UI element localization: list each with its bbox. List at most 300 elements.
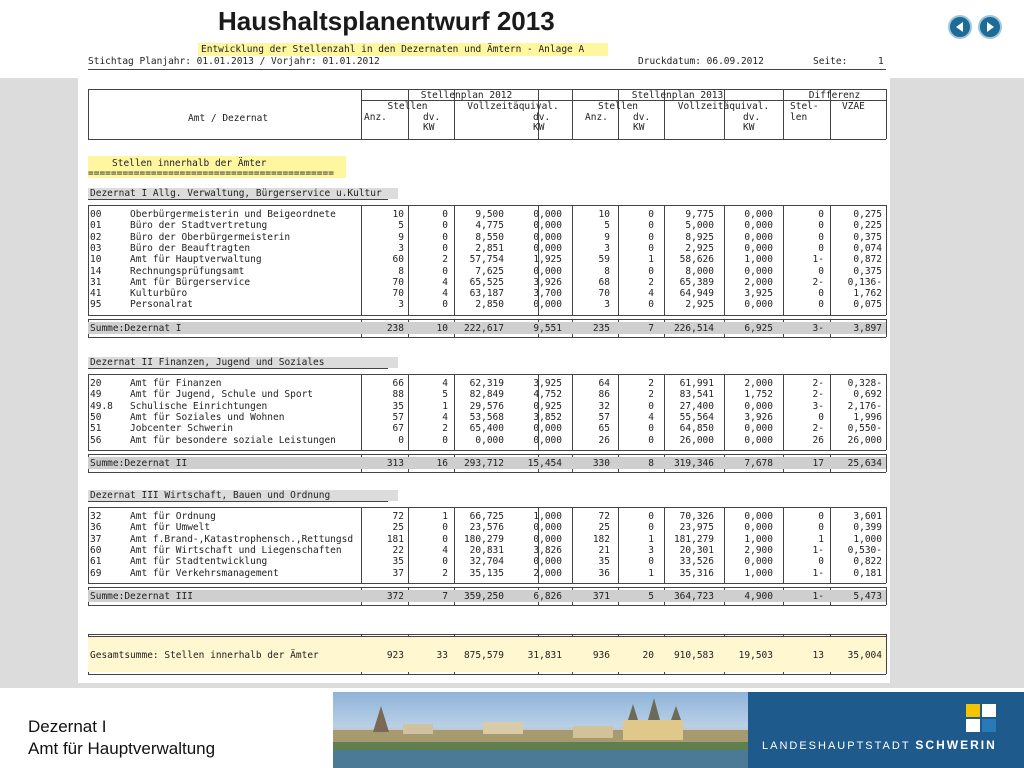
sum-value: 319,346 [673,457,714,469]
row-value: 0,225 [853,220,882,232]
col-header-anz-2013: Anz. [585,112,608,123]
total-value: 923 [386,650,404,661]
sum-value: 8 [648,457,654,469]
row-value: 2,850 [475,299,504,311]
row-value: 2- [812,389,824,401]
page-number: 1 [878,56,884,67]
row-value: 27,400 [679,400,714,412]
row-amt-nr: 01 [90,220,102,232]
row-value: 35,135 [469,567,504,579]
col-header-stel: Stel- [790,101,819,112]
row-amt-nr: 41 [90,288,102,300]
row-value: 2- [812,276,824,288]
row-value: 36 [598,567,610,579]
column-header-box-left [88,89,89,139]
sum-value: 235 [592,322,610,334]
row-amt-nr: 02 [90,231,102,243]
row-value: 0 [648,511,654,522]
sum-value: 1- [812,590,824,602]
brand-wordmark [762,738,997,752]
row-value: 1 [648,254,654,266]
row-amt-name: Büro der Stadtvertretung [130,220,268,232]
row-value: 82,849 [469,389,504,401]
column-header-box-bottom [88,139,886,140]
row-value: 0 [442,434,448,446]
row-value: 35 [598,556,610,568]
row-amt-name: Amt für Umwelt [130,522,211,534]
row-value: 9,500 [475,209,504,220]
row-value: 57,754 [469,254,504,266]
row-amt-nr: 69 [90,567,102,579]
column-header-box-col-10 [886,89,887,139]
row-value: 0 [818,411,824,423]
sum-value: 7,678 [744,457,773,469]
row-value: 0,000 [744,299,773,311]
row-value: 2,000 [744,276,773,288]
row-value: 23,975 [679,522,714,534]
section-sum-box-top [88,454,886,455]
row-value: 0,822 [853,556,882,568]
row-amt-nr: 14 [90,265,102,277]
col-header-differenz: Differenz [808,90,861,101]
row-value: 2,925 [685,299,714,311]
row-value: 3 [604,299,610,311]
total-box-bottom [88,674,886,675]
row-value: 35 [392,400,404,412]
row-value: 32,704 [469,556,504,568]
row-amt-nr: 37 [90,533,102,545]
row-value: 3,925 [744,288,773,300]
row-amt-nr: 50 [90,411,102,423]
row-value: 67 [392,423,404,435]
row-value: 2 [442,423,448,435]
row-value: 3- [812,400,824,412]
row-amt-name: Amt für Wirtschaft und Liegenschaften [130,544,342,556]
row-amt-name: Amt für Stadtentwicklung [130,556,268,568]
section-underline [88,199,388,200]
city-crest-icon [966,704,996,732]
row-value: 25 [598,522,610,534]
row-value: 3,700 [533,288,562,300]
col-header-kw-vz-2013: KW [743,122,755,133]
row-value: 0,000 [533,242,562,254]
row-value: 70,326 [679,511,714,522]
total-value: 910,583 [673,650,714,661]
row-amt-nr: 49.8 [90,400,113,412]
sum-value: 17 [812,457,824,469]
total-label: Gesamtsumme: Stellen innerhalb der Ämter [90,650,319,661]
col-header-kw-2012: KW [423,122,435,133]
total-value: 19,503 [738,650,773,661]
row-value: 0,000 [533,209,562,220]
total-value: 936 [592,650,610,661]
row-amt-name: Amt für Jugend, Schule und Sport [130,389,314,401]
row-value: 8,925 [685,231,714,243]
row-amt-nr: 51 [90,423,102,435]
sum-label: Summe:Dezernat II [90,457,188,469]
row-value: 4 [442,411,448,423]
section-rows-box-bottom [88,450,886,451]
row-value: 0 [818,265,824,277]
row-value: 1,000 [853,533,882,545]
section-rows-box-top [88,205,886,206]
arrow-left-icon [954,21,966,33]
row-value: 0 [398,434,404,446]
sum-value: 6,925 [744,322,773,334]
row-value: 0,000 [533,423,562,435]
row-value: 66,725 [469,511,504,522]
row-value: 33,526 [679,556,714,568]
footer-caption [28,716,215,760]
row-value: 0,000 [533,265,562,277]
row-value: 3,852 [533,411,562,423]
section-title: Dezernat II Finanzen, Jugend und Soziales [90,357,325,368]
row-amt-nr: 10 [90,254,102,266]
row-value: 8 [398,265,404,277]
total-value: 20 [642,650,654,661]
row-value: 2,925 [685,242,714,254]
section-title: Dezernat I Allg. Verwaltung, Bürgerservice u.Kultur [90,188,382,199]
row-value: 0,000 [744,231,773,243]
row-value: 3,926 [744,411,773,423]
row-value: 0 [818,299,824,311]
row-value: 88 [392,389,404,401]
sum-value: 371 [592,590,610,602]
row-value: 1,000 [744,567,773,579]
row-value: 86 [598,389,610,401]
row-value: 3,826 [533,544,562,556]
row-value: 0 [818,511,824,522]
row-value: 0,075 [853,299,882,311]
row-value: 1 [648,567,654,579]
row-value: 181 [386,533,404,545]
row-value: 2 [442,567,448,579]
row-value: 2 [442,254,448,266]
row-amt-nr: 03 [90,242,102,254]
row-value: 72 [598,511,610,522]
row-value: 0 [442,556,448,568]
row-value: 26,000 [679,434,714,446]
row-value: 65,389 [679,276,714,288]
row-value: 7,625 [475,265,504,277]
total-box-col-10 [886,634,887,674]
row-value: 0 [648,209,654,220]
row-value: 63,187 [469,288,504,300]
row-value: 0,530- [847,544,882,556]
row-value: 3 [398,299,404,311]
arrow-right-icon [984,21,996,33]
row-value: 0,000 [533,522,562,534]
row-amt-name: Büro der Beauftragten [130,242,251,254]
row-value: 9 [398,231,404,243]
row-value: 0,074 [853,242,882,254]
row-amt-name: Kulturbüro [130,288,188,300]
row-value: 0,000 [744,400,773,412]
page-label: Seite: [813,56,848,67]
row-value: 8,550 [475,231,504,243]
sum-value: 313 [386,457,404,469]
row-value: 10 [392,209,404,220]
row-value: 3,601 [853,511,882,522]
row-amt-nr: 31 [90,276,102,288]
row-value: 0 [442,231,448,243]
row-value: 5 [398,220,404,232]
row-value: 3,926 [533,276,562,288]
row-value: 57 [392,411,404,423]
row-amt-nr: 20 [90,378,102,389]
row-value: 0 [442,220,448,232]
row-amt-nr: 56 [90,434,102,446]
col-header-len: len [790,112,808,123]
row-value: 0,000 [744,265,773,277]
col-header-vollzeit-2012: Vollzeitäquival. [467,101,559,112]
row-value: 0,000 [744,556,773,568]
brand-name: SCHWERIN [915,738,997,752]
sum-value: 15,454 [527,457,562,469]
row-value: 0,000 [744,242,773,254]
sum-value: 25,634 [847,457,882,469]
row-value: 1,000 [744,533,773,545]
row-value: 65,400 [469,423,504,435]
row-value: 72 [392,511,404,522]
row-value: 0,275 [853,209,882,220]
section-rows-box-col-10 [886,374,887,450]
row-value: 26 [598,434,610,446]
city-photo [333,692,748,768]
row-amt-name: Jobcenter Schwerin [130,423,233,435]
inside-title: Stellen innerhalb der Ämter [112,158,267,169]
row-value: 0,136- [847,276,882,288]
row-value: 180,279 [463,533,504,545]
section-rows-box-bottom [88,315,886,316]
row-value: 1,996 [853,411,882,423]
col-header-kw-vz-2012: KW [533,122,545,133]
row-value: 0,000 [533,220,562,232]
row-value: 0,000 [744,434,773,446]
row-value: 1 [442,400,448,412]
row-value: 22 [392,544,404,556]
row-amt-nr: 95 [90,299,102,311]
row-value: 66 [392,378,404,389]
section-sum-box-bottom [88,472,886,473]
next-slide-button[interactable] [978,15,1002,39]
sum-value: 4,900 [744,590,773,602]
row-value: 1 [818,533,824,545]
row-value: 0 [442,209,448,220]
sum-value: 222,617 [463,322,504,334]
row-value: 37 [392,567,404,579]
total-value: 875,579 [463,650,504,661]
footer-line-2: Amt für Hauptverwaltung [28,739,216,758]
row-value: 0,399 [853,522,882,534]
row-value: 0,000 [533,556,562,568]
row-amt-name: Personalrat [130,299,193,311]
row-value: 0,925 [533,400,562,412]
row-value: 4 [442,378,448,389]
inside-underline: =========================================== [88,168,334,179]
row-value: 70 [598,288,610,300]
section-title: Dezernat III Wirtschaft, Bauen und Ordnung [90,490,331,501]
row-value: 20,831 [469,544,504,556]
row-amt-name: Amt für Soziales und Wohnen [130,411,285,423]
row-value: 29,576 [469,400,504,412]
col-header-stellen-2013: Stellen [597,101,639,112]
row-value: 1- [812,544,824,556]
total-box-top [88,634,886,635]
sum-value: 7 [442,590,448,602]
total-value: 13 [812,650,824,661]
row-value: 35,316 [679,567,714,579]
row-value: 65 [598,423,610,435]
col-header-dv-vz-2012: dv. [533,112,551,123]
sum-value: 7 [648,322,654,334]
row-value: 3 [398,242,404,254]
section-rows-box-top [88,507,886,508]
row-value: 0 [648,242,654,254]
city-brand [748,692,1024,768]
previous-slide-button[interactable] [948,15,972,39]
row-value: 0 [818,231,824,243]
row-value: 0 [818,242,824,254]
row-value: 1- [812,567,824,579]
row-amt-name: Rechnungsprüfungsamt [130,265,245,277]
row-amt-name: Amt f.Brand-,Katastrophensch.,Rettungsd [130,533,354,545]
row-value: 1 [442,511,448,522]
row-value: 0 [818,556,824,568]
row-value: 65,525 [469,276,504,288]
row-value: 61,991 [679,378,714,389]
sum-value: 293,712 [463,457,504,469]
row-value: 181,279 [673,533,714,545]
document-header: Entwicklung der Stellenzahl in den Dezernaten und Ämtern - Anlage A [201,44,585,55]
row-value: 0 [442,533,448,545]
row-value: 0,000 [744,522,773,534]
row-value: 0,000 [533,533,562,545]
row-amt-name: Amt für Bürgerservice [130,276,251,288]
row-value: 68 [598,276,610,288]
sum-value: 238 [386,322,404,334]
row-value: 2,851 [475,242,504,254]
section-sum-box-top [88,319,886,320]
row-value: 0 [648,434,654,446]
section-sum-box-col-10 [886,319,887,337]
row-value: 0,000 [533,434,562,446]
section-rows-box-col-10 [886,507,887,583]
row-value: 0 [648,400,654,412]
row-amt-nr: 61 [90,556,102,568]
row-value: 4 [442,288,448,300]
row-value: 182 [592,533,610,545]
row-value: 0,000 [533,299,562,311]
row-value: 32 [598,400,610,412]
row-value: 35 [392,556,404,568]
row-value: 0 [818,209,824,220]
row-value: 58,626 [679,254,714,266]
col-header-dv-vz-2013: dv. [743,112,761,123]
row-value: 0,000 [744,423,773,435]
row-amt-nr: 32 [90,511,102,522]
footer [0,692,1024,768]
row-value: 55,564 [679,411,714,423]
row-value: 20,301 [679,544,714,556]
row-value: 0 [648,423,654,435]
sum-label: Summe:Dezernat I [90,322,182,334]
row-value: 0,872 [853,254,882,266]
col-header-stellen-2012: Stellen [387,101,428,112]
row-value: 64 [598,378,610,389]
row-value: 4 [442,544,448,556]
row-value: 1,000 [533,511,562,522]
row-value: 23,576 [469,522,504,534]
sum-value: 226,514 [673,322,714,334]
row-value: 8,000 [685,265,714,277]
row-value: 0,000 [744,511,773,522]
row-value: 3,925 [533,378,562,389]
row-value: 70 [392,276,404,288]
col-header-vollzeit-2013: Vollzeitäquival. [677,101,770,112]
row-amt-name: Amt für Finanzen [130,378,222,389]
section-rows-box-left [88,205,89,315]
row-value: 0 [648,299,654,311]
section-sum-box-bottom [88,605,886,606]
row-amt-name: Büro der Oberbürgermeisterin [130,231,291,243]
row-value: 1,762 [853,288,882,300]
row-value: 0,375 [853,265,882,277]
section-sum-box-col-10 [886,587,887,605]
section-rows-box-bottom [88,583,886,584]
row-value: 1,000 [744,254,773,266]
row-value: 0,328- [847,378,882,389]
row-value: 0 [818,220,824,232]
row-value: 83,541 [679,389,714,401]
sum-value: 6,826 [533,590,562,602]
total-value: 31,831 [527,650,562,661]
sum-value: 372 [386,590,404,602]
section-rows-box-left [88,374,89,450]
sum-value: 5 [648,590,654,602]
col-header-dv-2012: dv. [423,112,441,123]
row-value: 5,000 [685,220,714,232]
row-value: 3 [648,544,654,556]
row-value: 5 [442,389,448,401]
row-amt-nr: 49 [90,389,102,401]
col-header-kw-2013: KW [633,122,645,133]
section-rows-box-col-10 [886,205,887,315]
row-amt-name: Amt für Hauptverwaltung [130,254,262,266]
row-value: 4 [648,288,654,300]
row-value: 4,752 [533,389,562,401]
sum-value: 359,250 [463,590,504,602]
row-value: 0 [648,556,654,568]
stichtag-line: Stichtag Planjahr: 01.01.2013 / Vorjahr: 01.01.2012 [88,56,380,67]
row-value: 64,949 [679,288,714,300]
row-value: 0 [442,522,448,534]
row-value: 0 [442,265,448,277]
row-amt-name: Oberbürgermeisterin und Beigeordnete [130,209,336,220]
sum-value: 10 [436,322,448,334]
row-value: 1,925 [533,254,562,266]
col-header-amt: Amt / Dezernat [188,113,269,124]
row-value: 2 [648,389,654,401]
row-value: 0 [818,522,824,534]
row-value: 21 [598,544,610,556]
row-value: 53,568 [469,411,504,423]
row-value: 0 [648,522,654,534]
row-amt-name: Amt für Verkehrsmanagement [130,567,279,579]
total-value: 35,004 [847,650,882,661]
row-amt-nr: 36 [90,522,102,534]
col-header-plan-2013: Stellenplan 2013 [631,90,724,101]
